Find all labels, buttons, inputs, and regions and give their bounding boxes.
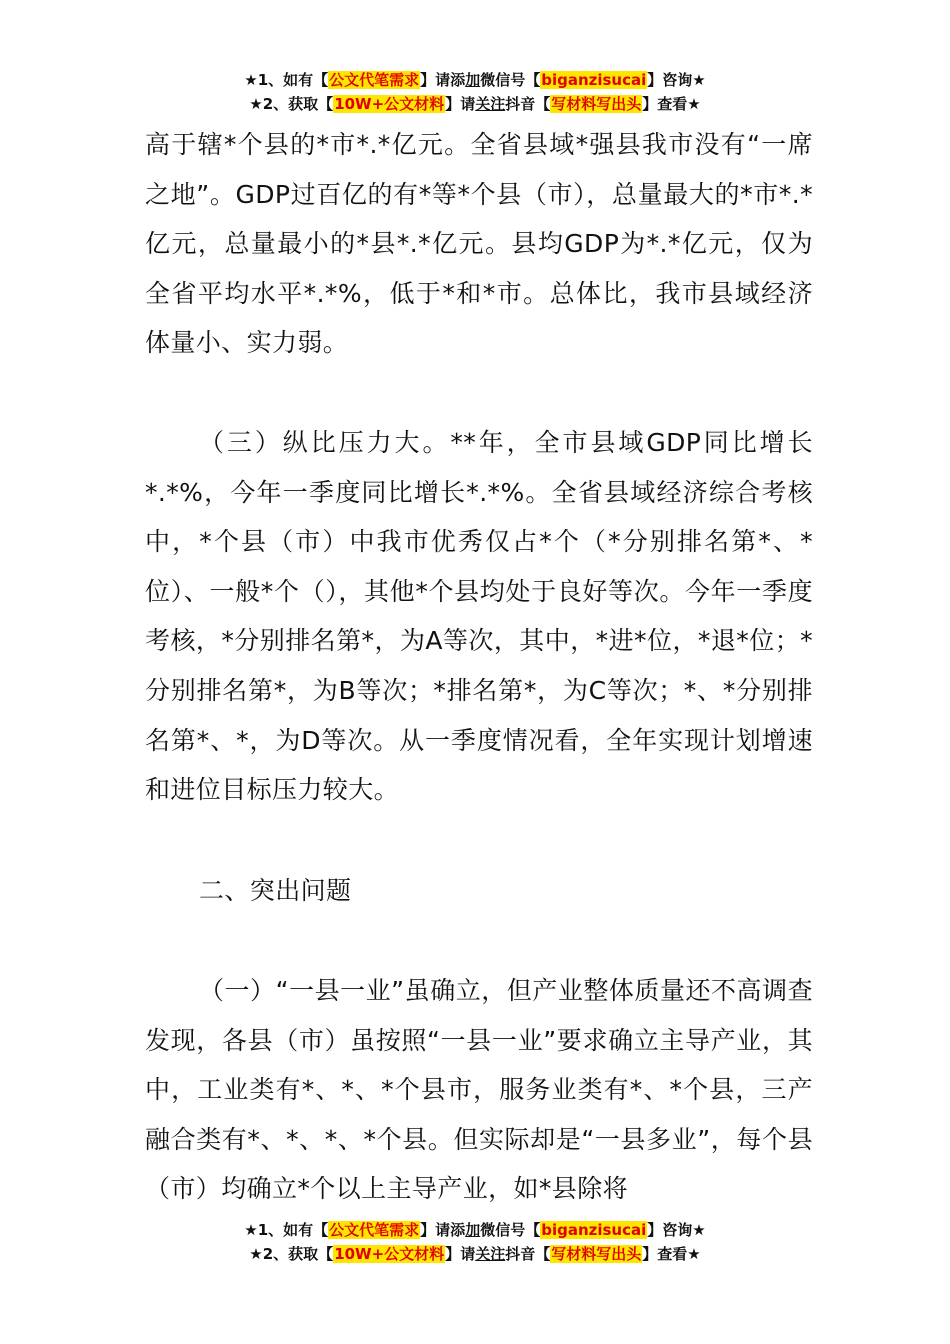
footer-notice-line-1 [0,1218,950,1242]
notice-highlight: 公文代笔需求 [329,71,420,89]
wechat-id: biganzisucai [541,71,647,89]
notice-text: 抖音【 [505,95,551,113]
notice-text: 】查看★ [642,1245,701,1263]
notice-underline: 关注 [475,95,506,113]
notice-text: 微信号【 [480,1221,541,1239]
body-paragraph-3: （一）“一县一业”虽确立，但产业整体质量还不高调查发现，各县（市）虽按照“一县一业”要求确立主导产业，其中，工业类有*、*、*个县市，服务业类有*、*个县，三产融合类有*、*、*、*个县。但实际却是“一县多业”，每个县（市）均确立*个以上主导产业，如*县除将 [145,976,813,1204]
notice-underline: 加 [465,71,481,89]
header-notice-line-1 [0,68,950,92]
body-paragraph-1: 高于辖*个县的*市*.*亿元。全省县域*强县我市没有“一席之地”。GDP过百亿的有*等*个县（市），总量最大的*市*.*亿元，总量最小的*县*.*亿元。县均GDP为*.*亿元，仅为全省平均水平*.*%，低于*和*市。总体比，我市县域经济体量小、实力弱。 [145,130,813,358]
notice-text: 】请添 [420,71,466,89]
notice-text: 】咨询★ [647,1221,706,1239]
notice-text: 】咨询★ [647,71,706,89]
douyin-account: 写材料写出头 [551,1245,642,1263]
notice-text: 】请添 [420,1221,466,1239]
notice-text: 】请 [445,95,476,113]
notice-underline: 加 [465,1221,481,1239]
notice-text: ★2、获取【 [249,1245,334,1263]
notice-highlight: 10W+公文材料 [334,95,445,113]
notice-highlight: 公文代笔需求 [329,1221,420,1239]
footer-notice-line-2 [0,1242,950,1266]
notice-text: 微信号【 [480,71,541,89]
body-paragraph-2: （三）纵比压力大。**年，全市县域GDP同比增长*.*%，今年一季度同比增长*.*%。全省县域经济综合考核中，*个县（市）中我市优秀仅占*个（*分别排名第*、*位）、一般*个（），其他*个县均处于良好等次。今年一季度考核，*分别排名第*，为A等次，其中，*进*位，*退*位；*分别排名第*，为B等次；*排名第*，为C等次；*、*分别排名第*、*，为D等次。从一季度情况看，全年实现计划增速和进位目标压力较大。 [145,428,813,805]
notice-text: 】请 [445,1245,476,1263]
notice-text: ★1、如有【 [244,1221,329,1239]
section-heading: 二、突出问题 [199,876,352,905]
footer-notice [0,1218,950,1266]
header-notice [0,68,950,116]
notice-text: 抖音【 [505,1245,551,1263]
header-notice-line-2 [0,92,950,116]
notice-text: ★2、获取【 [249,95,334,113]
notice-highlight: 10W+公文材料 [334,1245,445,1263]
douyin-account: 写材料写出头 [551,95,642,113]
wechat-id: biganzisucai [541,1221,647,1239]
notice-text: 】查看★ [642,95,701,113]
notice-text: ★1、如有【 [244,71,329,89]
notice-underline: 关注 [475,1245,506,1263]
